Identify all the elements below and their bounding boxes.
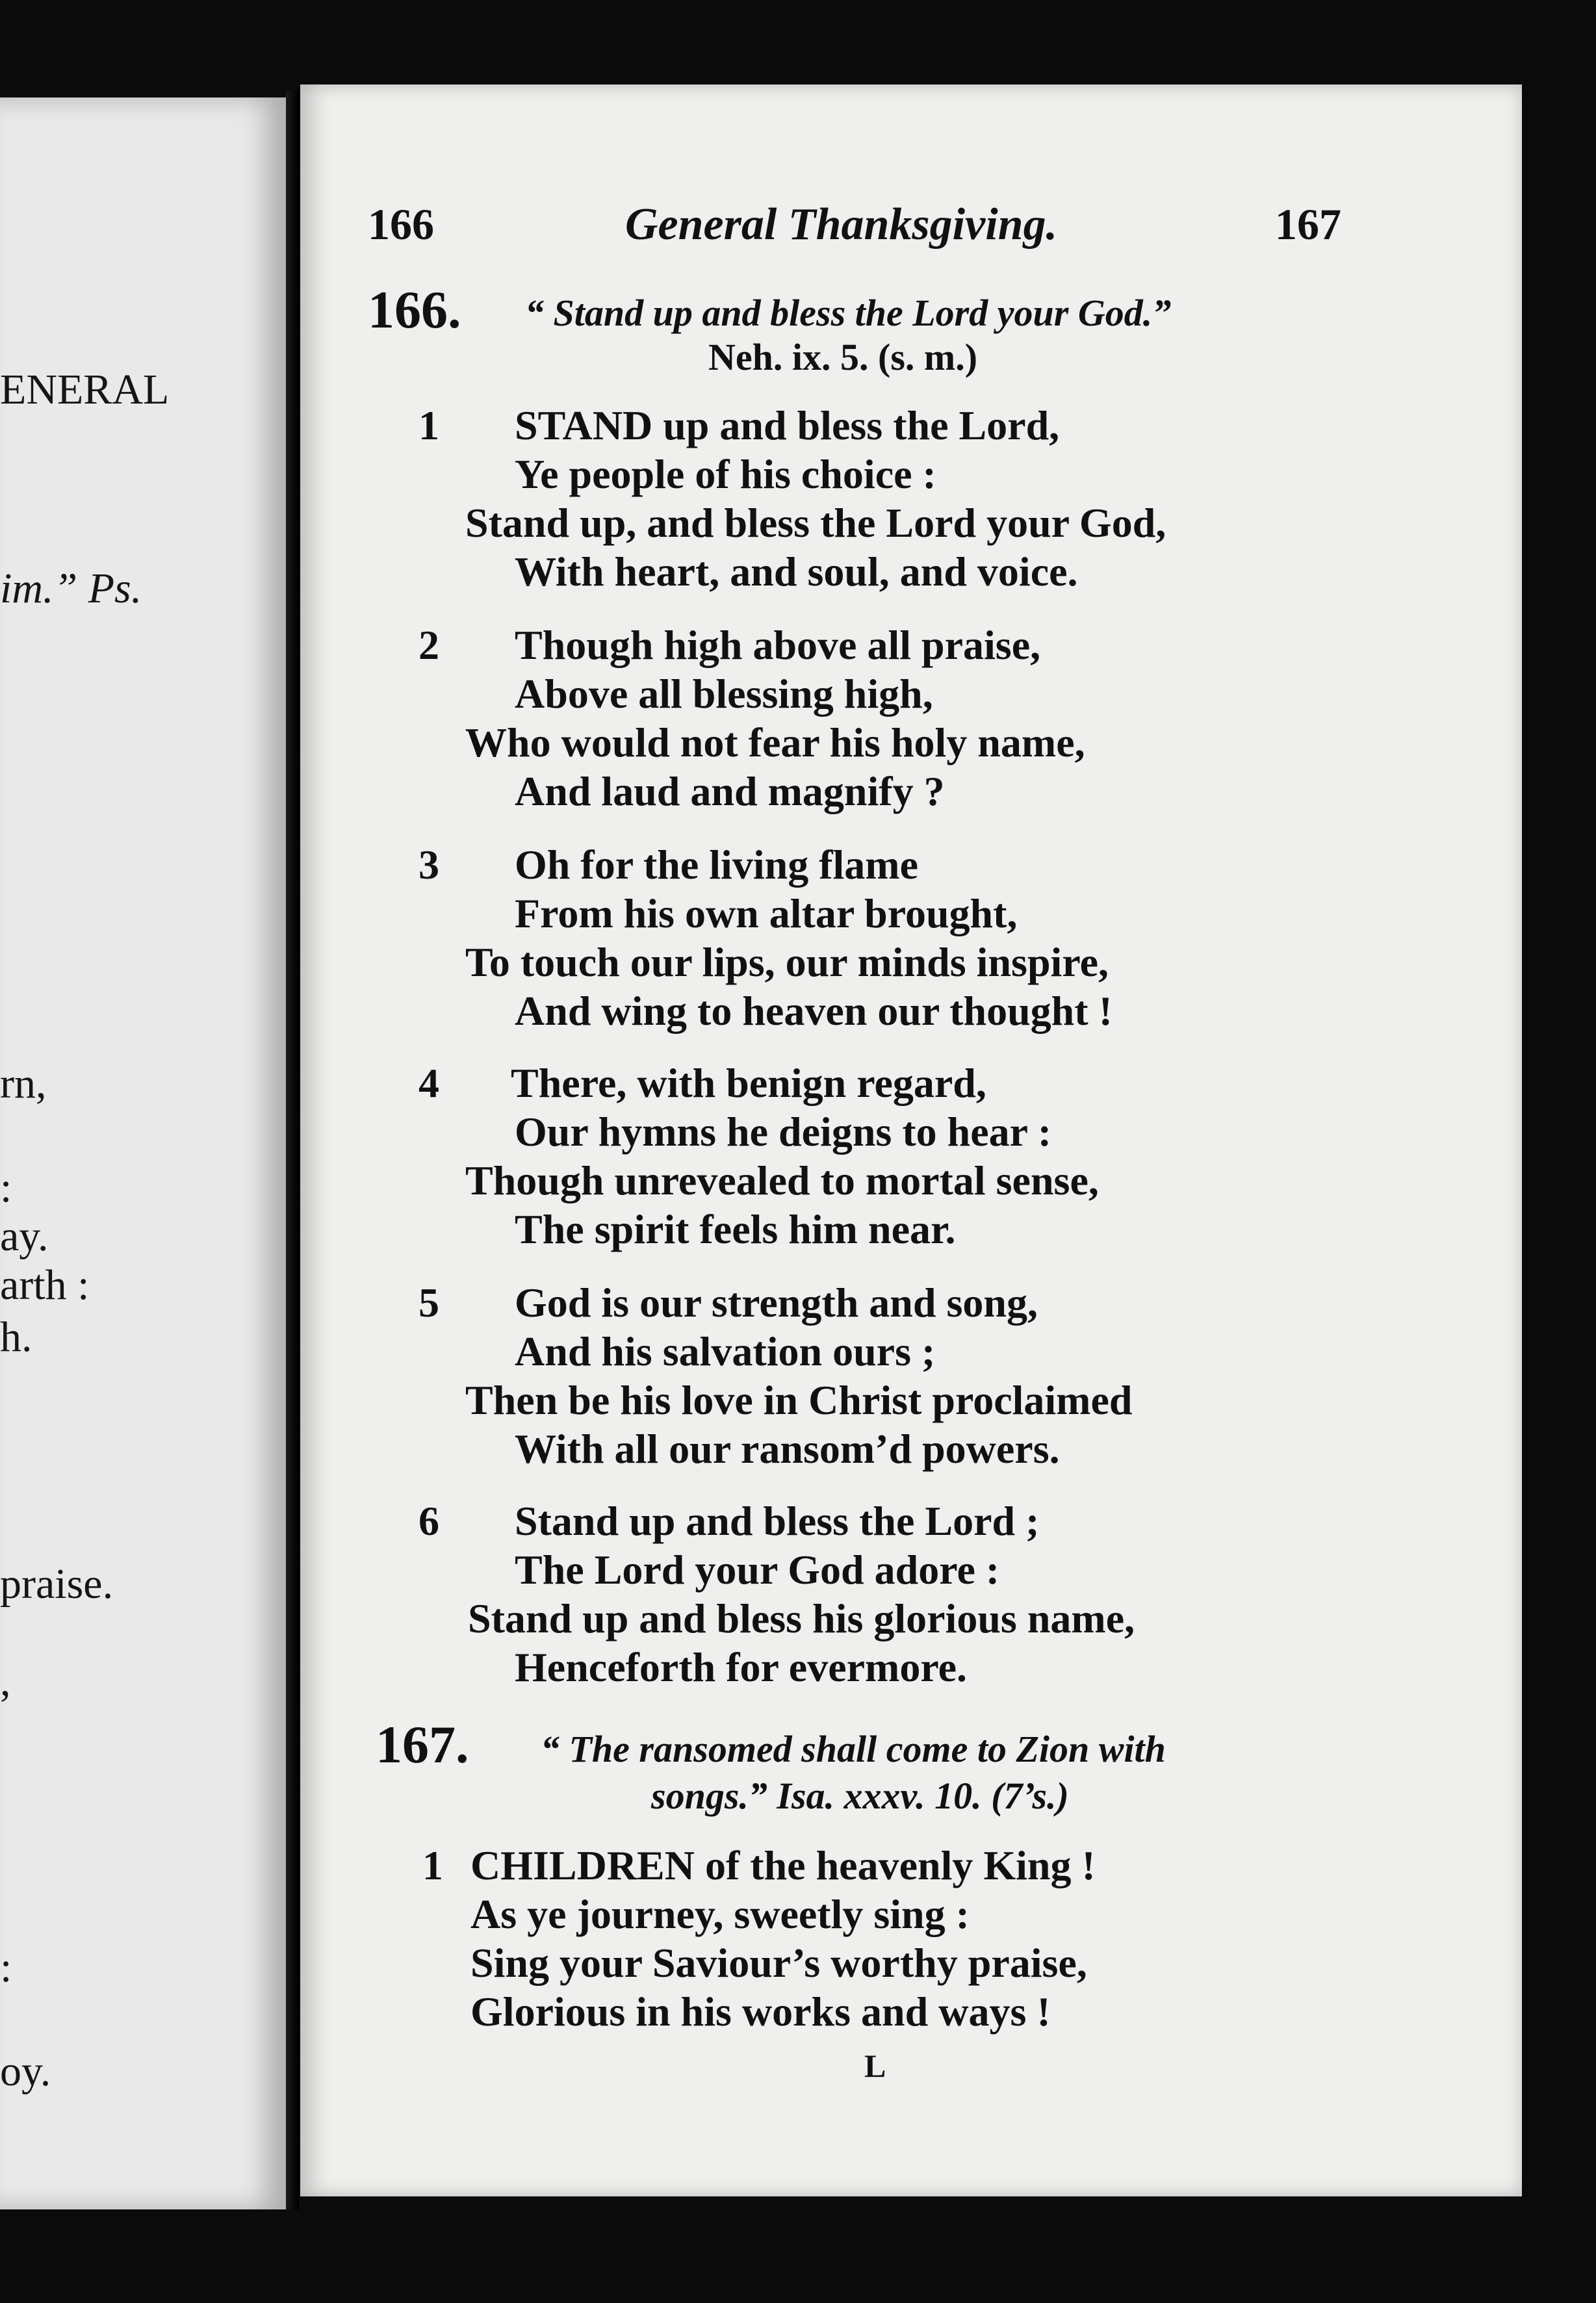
hymn-line: Who would not fear his holy name, xyxy=(465,719,1085,766)
left-page-fragment: : xyxy=(0,1944,12,1991)
left-page-fragment: ENERAL xyxy=(0,366,170,413)
hymn-line: Henceforth for evermore. xyxy=(515,1644,967,1690)
hymn-line: Oh for the living flame xyxy=(515,842,918,888)
verse-number: 2 xyxy=(418,622,439,668)
hymn-line: Stand up and bless his glorious name, xyxy=(468,1595,1135,1641)
book-gutter xyxy=(286,91,299,2209)
hymn-line: And wing to heaven our thought ! xyxy=(515,988,1113,1034)
left-page-fragment: h. xyxy=(0,1313,32,1361)
hymn-line: Above all blessing high, xyxy=(515,671,933,717)
page-number-right: 167 xyxy=(1275,199,1341,249)
hymn-reference: Neh. ix. 5. (s. m.) xyxy=(708,336,978,378)
hymn-reference: songs.” Isa. xxxv. 10. (7’s.) xyxy=(651,1775,1069,1817)
left-page-fragment: im.” Ps. xyxy=(0,565,142,612)
hymn-line: As ye journey, sweetly sing : xyxy=(470,1891,970,1937)
verse-number: 3 xyxy=(418,842,439,888)
hymn-title: “ The ransomed shall come to Zion with xyxy=(541,1728,1166,1770)
hymn-line: From his own altar brought, xyxy=(515,890,1018,936)
left-page-fragment: rn, xyxy=(0,1060,47,1107)
hymn-line: With heart, and soul, and voice. xyxy=(515,548,1078,595)
verse-number: 4 xyxy=(418,1060,439,1106)
hymn-line: Glorious in his works and ways ! xyxy=(470,1988,1051,2035)
right-page xyxy=(300,84,1522,2196)
hymn-line: And his salvation ours ; xyxy=(515,1328,936,1374)
hymn-line: Though unrevealed to mortal sense, xyxy=(465,1157,1099,1203)
hymn-line: Our hymns he deigns to hear : xyxy=(515,1109,1052,1155)
hymn-line: And laud and magnify ? xyxy=(515,768,945,814)
hymn-line: CHILDREN of the heavenly King ! xyxy=(470,1842,1096,1888)
verse-number: 1 xyxy=(418,402,439,448)
hymn-line: Stand up and bless the Lord ; xyxy=(515,1498,1040,1544)
left-page-fragment: arth : xyxy=(0,1261,90,1309)
running-head: General Thanksgiving. xyxy=(625,199,1058,250)
show-through-texture xyxy=(1197,370,1509,2125)
hymn-line: Though high above all praise, xyxy=(515,622,1041,668)
hymn-line: Stand up, and bless the Lord your God, xyxy=(465,500,1166,546)
page-number-left: 166 xyxy=(368,199,434,249)
verse-number: 5 xyxy=(418,1280,439,1326)
hymn-line: Ye people of his choice : xyxy=(515,451,936,497)
left-page-fragment: , xyxy=(0,1658,11,1705)
hymn-number: 167. xyxy=(376,1715,469,1774)
signature-mark: L xyxy=(864,2048,886,2084)
hymn-line: Then be his love in Christ proclaimed xyxy=(465,1377,1133,1423)
left-page xyxy=(0,97,286,2209)
hymn-line: God is our strength and song, xyxy=(515,1280,1038,1326)
hymn-line: To touch our lips, our minds inspire, xyxy=(465,939,1109,985)
hymn-line: The Lord your God adore : xyxy=(515,1547,1000,1593)
left-page-fragment: : xyxy=(0,1164,12,1211)
hymn-line: There, with benign regard, xyxy=(511,1060,986,1106)
hymn-line: Sing your Saviour’s worthy praise, xyxy=(470,1940,1087,1986)
hymn-line: The spirit feels him near. xyxy=(515,1206,956,1252)
left-page-fragment: praise. xyxy=(0,1560,114,1608)
hymn-number: 166. xyxy=(368,280,461,339)
verse-number: 1 xyxy=(422,1842,443,1888)
hymn-title: “ Stand up and bless the Lord your God.” xyxy=(525,292,1172,334)
hymn-line: STAND up and bless the Lord, xyxy=(515,402,1060,448)
left-page-fragment: oy. xyxy=(0,2048,51,2095)
left-page-fragment: ay. xyxy=(0,1213,49,1260)
hymn-line: With all our ransom’d powers. xyxy=(515,1426,1060,1472)
verse-number: 6 xyxy=(418,1498,439,1544)
